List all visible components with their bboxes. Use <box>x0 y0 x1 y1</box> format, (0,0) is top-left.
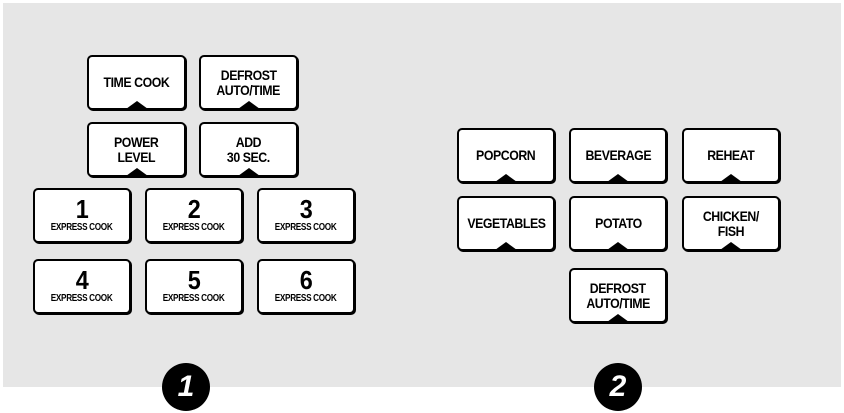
add-label-line1: ADD <box>235 133 262 150</box>
vegetables-label: VEGETABLES <box>466 215 546 232</box>
pointer-triangle-icon <box>495 174 517 182</box>
power-label-line2: LEVEL <box>117 148 156 165</box>
defrost-auto-time-button-2[interactable] <box>569 268 667 323</box>
power-label-line1: POWER <box>114 133 159 150</box>
express-cook-label: EXPRESS COOK <box>163 293 225 305</box>
pointer-triangle-icon <box>607 242 629 250</box>
chicken-label-line1: CHICKEN/ <box>702 207 760 224</box>
express-cook-2-button[interactable] <box>145 188 243 243</box>
digit-label: 5 <box>187 265 201 296</box>
express-cook-1-button[interactable] <box>33 188 131 243</box>
defrost-label-line1: DEFROST <box>590 279 646 296</box>
time-cook-button[interactable] <box>87 55 186 110</box>
digit-label: 3 <box>299 194 313 225</box>
beverage-label: BEVERAGE <box>585 147 651 164</box>
defrost-label-line2: AUTO/TIME <box>216 81 281 98</box>
potato-button[interactable] <box>569 196 667 251</box>
defrost-auto-time-button[interactable] <box>199 55 298 110</box>
power-level-button[interactable] <box>87 122 186 177</box>
express-cook-3-button[interactable] <box>257 188 355 243</box>
express-cook-6-button[interactable] <box>257 259 355 314</box>
defrost-label-line2: AUTO/TIME <box>586 294 650 311</box>
express-cook-5-button[interactable] <box>145 259 243 314</box>
digit-label: 6 <box>299 265 313 296</box>
express-cook-label: EXPRESS COOK <box>275 222 337 234</box>
add-label-line2: 30 SEC. <box>227 148 270 165</box>
reheat-button[interactable] <box>682 128 780 183</box>
pointer-triangle-icon <box>607 314 629 322</box>
digit-label: 2 <box>187 194 201 225</box>
express-cook-4-button[interactable] <box>33 259 131 314</box>
pointer-triangle-icon <box>126 101 148 109</box>
reheat-label: REHEAT <box>707 147 755 164</box>
digit-label: 1 <box>75 194 89 225</box>
chicken-label-line2: FISH <box>717 222 745 239</box>
popcorn-label: POPCORN <box>476 147 536 164</box>
chicken-fish-button[interactable] <box>682 196 780 251</box>
popcorn-button[interactable] <box>457 128 555 183</box>
pointer-triangle-icon <box>238 101 260 109</box>
add-30-sec-button[interactable] <box>199 122 298 177</box>
express-cook-label: EXPRESS COOK <box>163 222 225 234</box>
time-cook-label: TIME COOK <box>103 74 170 91</box>
pointer-triangle-icon <box>126 168 148 176</box>
vegetables-button[interactable] <box>457 196 555 251</box>
digit-label: 4 <box>75 265 89 296</box>
express-cook-label: EXPRESS COOK <box>51 293 113 305</box>
pointer-triangle-icon <box>720 242 742 250</box>
defrost-label-line1: DEFROST <box>220 66 277 83</box>
express-cook-label: EXPRESS COOK <box>275 293 337 305</box>
callout-badge-1: 1 <box>162 363 210 411</box>
pointer-triangle-icon <box>495 242 517 250</box>
callout-badge-2: 2 <box>594 363 642 411</box>
pointer-triangle-icon <box>238 168 260 176</box>
pointer-triangle-icon <box>720 174 742 182</box>
beverage-button[interactable] <box>569 128 667 183</box>
express-cook-label: EXPRESS COOK <box>51 222 113 234</box>
potato-label: POTATO <box>594 215 642 232</box>
pointer-triangle-icon <box>607 174 629 182</box>
